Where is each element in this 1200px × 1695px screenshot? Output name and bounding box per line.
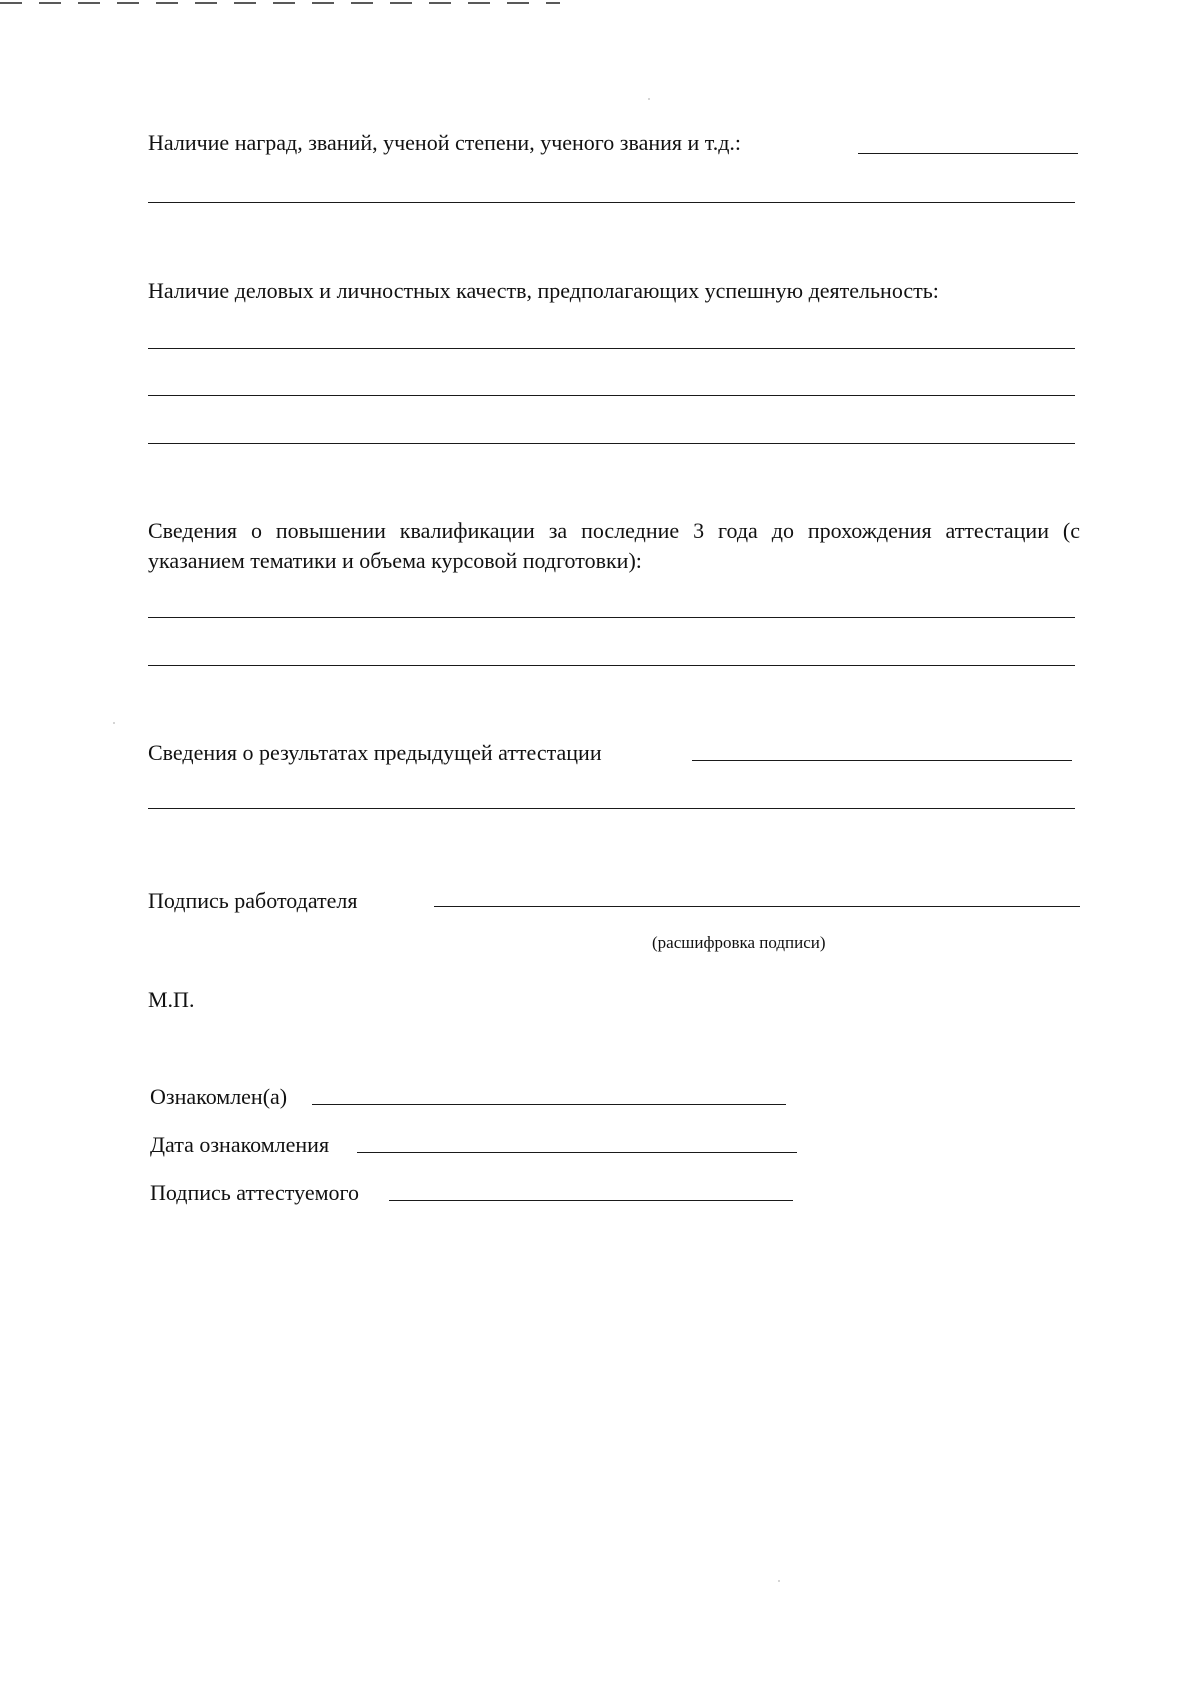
stamp-label: М.П.	[148, 987, 195, 1012]
qualities-field-line-1[interactable]	[148, 348, 1075, 349]
previous-field-line[interactable]	[148, 808, 1075, 809]
previous-label: Сведения о результатах предыдущей аттестации	[148, 740, 602, 765]
ack-date-label: Дата ознакомления	[150, 1132, 330, 1157]
attestee-signature-field[interactable]	[389, 1200, 793, 1201]
training-field-line-1[interactable]	[148, 617, 1075, 618]
acknowledged-field[interactable]	[312, 1104, 786, 1105]
scan-speck	[778, 1580, 780, 1582]
acknowledged-label: Ознакомлен(а)	[150, 1084, 288, 1109]
qualities-field-line-3[interactable]	[148, 443, 1075, 444]
ack-date-field[interactable]	[357, 1152, 797, 1153]
previous-field-inline[interactable]	[692, 760, 1072, 761]
employer-signature-field[interactable]	[434, 906, 1080, 907]
training-label: Сведения о повышении квалификации за последние 3 года до прохождения аттестации (с указанием тематики и объема курсовой подготовки):	[148, 518, 1080, 573]
scan-speck	[113, 722, 115, 724]
training-field-line-2[interactable]	[148, 665, 1075, 666]
awards-field-line[interactable]	[148, 202, 1075, 203]
awards-field-inline[interactable]	[858, 153, 1078, 154]
awards-label: Наличие наград, званий, ученой степени, ученого звания и т.д.:	[148, 130, 742, 155]
employer-signature-label: Подпись работодателя	[148, 888, 358, 913]
scan-speck	[648, 98, 650, 100]
qualities-field-line-2[interactable]	[148, 395, 1075, 396]
cut-line	[0, 0, 560, 6]
qualities-label: Наличие деловых и личностных качеств, предполагающих успешную деятельность:	[148, 278, 939, 303]
signature-caption: (расшифровка подписи)	[652, 933, 826, 952]
attestee-signature-label: Подпись аттестуемого	[150, 1180, 359, 1205]
